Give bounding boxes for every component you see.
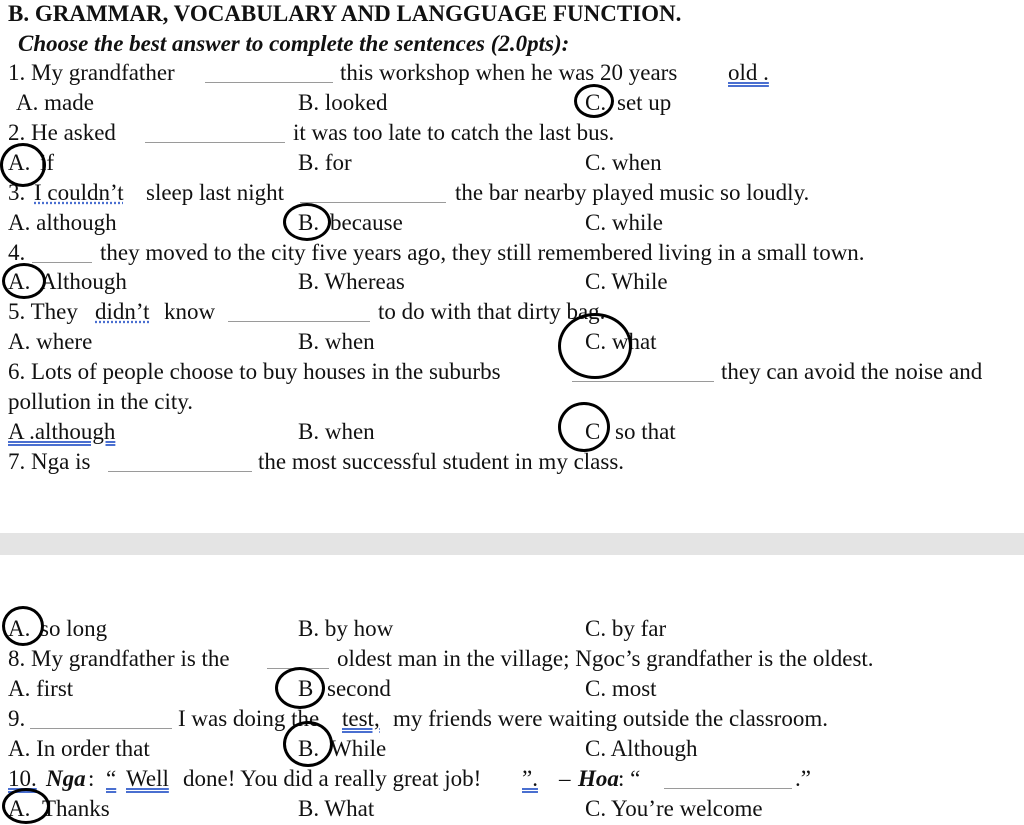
q2-blank bbox=[145, 142, 285, 143]
q9-stem-underlined: test, bbox=[342, 706, 380, 731]
q8-options bbox=[0, 675, 1024, 705]
q8-option-a: A. first bbox=[8, 676, 74, 701]
q10-option-b: B. What bbox=[298, 796, 375, 821]
q3-stem-start: sleep last night bbox=[146, 180, 284, 205]
q10-stem-mid: done! You did a really great job! bbox=[183, 766, 482, 791]
q3-number: 3. bbox=[8, 180, 26, 205]
q6-stem-line2: pollution in the city. bbox=[8, 389, 194, 414]
question-9 bbox=[0, 705, 1024, 735]
q10-number: 10. bbox=[8, 766, 37, 791]
q1-option-c-text: set up bbox=[617, 90, 672, 115]
q2-options bbox=[0, 149, 1024, 179]
q6-blank bbox=[572, 381, 714, 382]
q8-option-b-letter: B bbox=[298, 676, 314, 701]
q1-blank bbox=[205, 82, 333, 83]
q6-option-b: B. when bbox=[298, 419, 375, 444]
q1-stem-start: 1. My grandfather bbox=[8, 60, 175, 85]
q2-option-c: C. when bbox=[585, 150, 662, 175]
q3-stem-underlined: I couldn’t bbox=[34, 180, 124, 205]
q9-option-c: C. Although bbox=[585, 736, 698, 761]
q7-option-b: B. by how bbox=[298, 616, 394, 641]
q7-option-a-text: so long bbox=[40, 616, 108, 641]
q2-option-a-letter: A. bbox=[8, 150, 31, 175]
q5-stem-underlined: didn’t bbox=[95, 299, 150, 324]
q4-option-a-letter: A. bbox=[8, 269, 31, 294]
q10-answer-circle bbox=[2, 788, 50, 824]
q4-options bbox=[0, 268, 1024, 298]
q10-quote-close: ”. bbox=[522, 766, 538, 791]
q10-word-well: Well bbox=[126, 766, 169, 791]
q7-stem-end: the most successful student in my class. bbox=[258, 449, 625, 474]
q4-answer-circle bbox=[2, 263, 46, 299]
q9-option-a: A. In order that bbox=[8, 736, 150, 761]
q7-answer-circle bbox=[2, 606, 44, 646]
q5-stem-start: 5. They bbox=[8, 299, 78, 324]
q4-option-b: B. Whereas bbox=[298, 269, 405, 294]
q3-option-a: A. although bbox=[8, 210, 117, 235]
q10-options bbox=[0, 795, 1024, 825]
q4-number: 4. bbox=[8, 240, 26, 265]
q8-option-c: C. most bbox=[585, 676, 657, 701]
q2-answer-circle bbox=[0, 143, 46, 187]
q9-blank bbox=[30, 728, 172, 729]
q5-stem-end: to do with that dirty bag. bbox=[378, 299, 606, 324]
q6-options bbox=[0, 418, 1024, 448]
question-10 bbox=[0, 765, 1024, 795]
q2-option-b: B. for bbox=[298, 150, 352, 175]
q2-option-a-text: if bbox=[40, 150, 55, 175]
q8-stem-start: 8. My grandfather is the bbox=[8, 646, 230, 671]
q6-answer-circle bbox=[558, 402, 610, 452]
section-heading-line bbox=[0, 0, 1024, 30]
q8-answer-circle bbox=[275, 667, 325, 709]
q7-blank bbox=[108, 471, 252, 472]
q3-option-b-text: because bbox=[330, 210, 403, 235]
q3-answer-circle bbox=[283, 203, 331, 241]
q4-stem: they moved to the city five years ago, they still remembered living in a small town. bbox=[100, 240, 865, 265]
question-4 bbox=[0, 239, 1024, 269]
q1-answer-circle bbox=[574, 84, 614, 118]
q10-colon-2: : “ bbox=[618, 766, 641, 791]
q10-speaker-2: Hoa bbox=[578, 766, 619, 791]
page-break-band bbox=[0, 533, 1024, 555]
q10-dash: – bbox=[559, 766, 571, 791]
q1-option-c-letter: C. bbox=[585, 90, 607, 115]
q9-answer-circle bbox=[283, 721, 333, 767]
q10-quote-end: .” bbox=[795, 766, 811, 791]
q9-number: 9. bbox=[8, 706, 26, 731]
q5-option-c: C. what bbox=[585, 329, 657, 354]
question-6-cont bbox=[0, 388, 1024, 418]
q7-option-a-letter: A. bbox=[8, 616, 31, 641]
q10-option-a-letter: A. bbox=[8, 796, 31, 821]
q9-stem-start: I was doing the bbox=[178, 706, 320, 731]
q10-speaker-1: Nga bbox=[46, 766, 86, 791]
question-6 bbox=[0, 358, 1024, 388]
q9-stem-end: my friends were waiting outside the classroom. bbox=[393, 706, 828, 731]
q10-colon-1: : bbox=[88, 766, 95, 791]
q1-option-b: B. looked bbox=[298, 90, 388, 115]
q6-stem-start: 6. Lots of people choose to buy houses in the suburbs bbox=[8, 359, 501, 384]
q2-stem-end: it was too late to catch the last bus. bbox=[293, 120, 615, 145]
q4-blank bbox=[32, 262, 92, 263]
q7-options bbox=[0, 615, 1024, 645]
q6-option-c-text: so that bbox=[615, 419, 676, 444]
q3-option-b-letter: B. bbox=[298, 210, 320, 235]
q1-options bbox=[0, 89, 1024, 119]
question-8 bbox=[0, 645, 1024, 675]
question-5 bbox=[0, 298, 1024, 328]
q4-option-a-text: Although bbox=[40, 269, 127, 294]
q5-options bbox=[0, 328, 1024, 358]
q9-option-b-text: While bbox=[330, 736, 387, 761]
q8-stem-end: oldest man in the village; Ngoc’s grandfather is the oldest. bbox=[337, 646, 874, 671]
q1-stem-word: old . bbox=[728, 60, 769, 85]
q3-option-c: C. while bbox=[585, 210, 663, 235]
q10-blank bbox=[664, 788, 792, 789]
instruction-line bbox=[0, 30, 1024, 60]
q6-option-a: A .although bbox=[8, 419, 116, 444]
question-2 bbox=[0, 119, 1024, 149]
q3-blank bbox=[300, 202, 446, 203]
q5-option-a: A. where bbox=[8, 329, 93, 354]
q10-option-a-text: Thanks bbox=[42, 796, 110, 821]
q9-options bbox=[0, 735, 1024, 765]
q1-stem-end: this workshop when he was 20 years bbox=[340, 60, 678, 85]
q5-stem-mid: know bbox=[164, 299, 216, 324]
q3-options bbox=[0, 209, 1024, 239]
q5-answer-circle bbox=[558, 313, 632, 379]
q5-blank bbox=[228, 321, 370, 322]
section-title: B. GRAMMAR, VOCABULARY AND LANGGUAGE FUNCTION. bbox=[8, 1, 682, 26]
question-7 bbox=[0, 448, 1024, 478]
q7-option-c: C. by far bbox=[585, 616, 667, 641]
q3-stem-end: the bar nearby played music so loudly. bbox=[455, 180, 810, 205]
q6-stem-end: they can avoid the noise and bbox=[721, 359, 983, 384]
q8-option-b-text: second bbox=[327, 676, 391, 701]
question-1 bbox=[0, 59, 1024, 89]
q1-option-a: A. made bbox=[16, 90, 94, 115]
q9-option-b-letter: B. bbox=[298, 736, 320, 761]
instruction: Choose the best answer to complete the sentences (2.0pts): bbox=[18, 31, 570, 56]
q5-option-b: B. when bbox=[298, 329, 375, 354]
q4-option-c: C. While bbox=[585, 269, 668, 294]
q10-quote-open: “ bbox=[106, 766, 117, 791]
q7-stem-start: 7. Nga is bbox=[8, 449, 91, 474]
q10-option-c: C. You’re welcome bbox=[585, 796, 763, 821]
question-3 bbox=[0, 179, 1024, 209]
q2-stem-start: 2. He asked bbox=[8, 120, 116, 145]
q6-option-c-letter: C bbox=[585, 419, 601, 444]
